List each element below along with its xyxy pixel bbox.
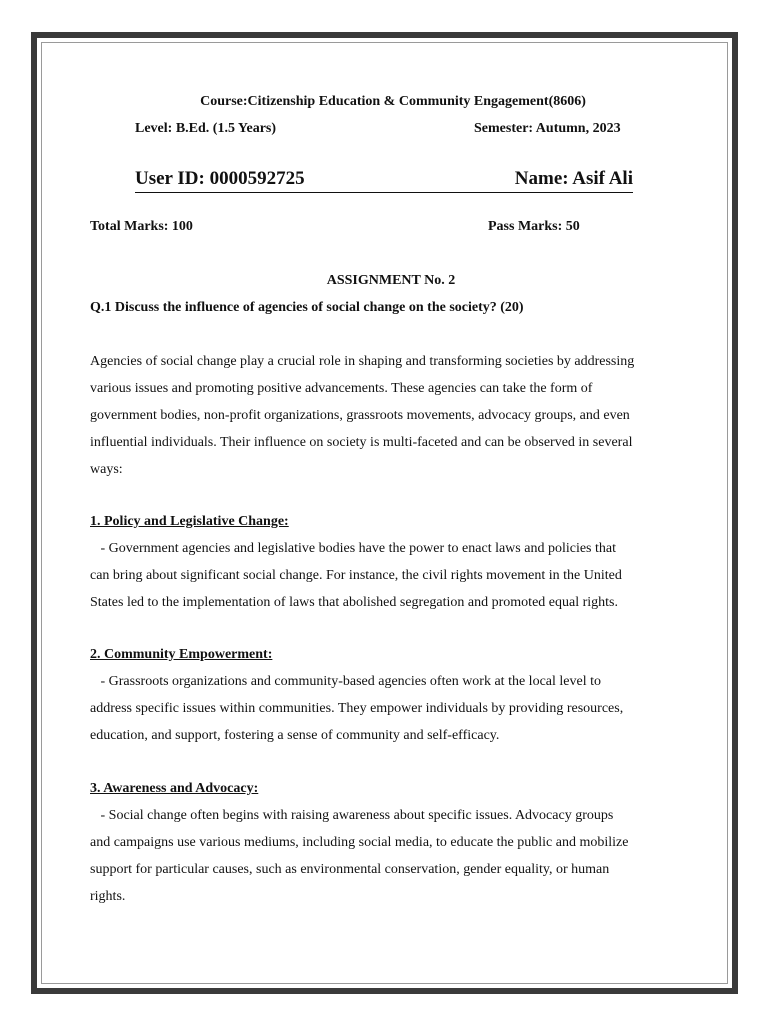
paragraph-line: various issues and promoting positive advancements. These agencies can take the form of	[90, 381, 593, 396]
level-label: Level: B.Ed. (1.5 Years)	[135, 121, 277, 136]
pass-marks: Pass Marks: 50	[488, 219, 580, 234]
paragraph-line: government bodies, non-profit organizations, grassroots movements, advocacy groups, and even	[90, 408, 630, 423]
intro-paragraph	[90, 348, 700, 483]
section-paragraph-awareness	[90, 802, 700, 910]
paragraph-line: can bring about significant social change. For instance, the civil rights movement in the United	[90, 568, 622, 583]
paragraph-line: education, and support, fostering a sense of community and self-efficacy.	[90, 728, 500, 743]
paragraph-line: - Grassroots organizations and community-based agencies often work at the local level to	[90, 674, 601, 689]
paragraph-line: address specific issues within communities. They empower individuals by providing resources,	[90, 701, 624, 716]
assignment-title: ASSIGNMENT No. 2	[326, 273, 456, 288]
student-name: Name: Asif Ali	[514, 168, 633, 189]
paragraph-line: rights.	[90, 889, 126, 904]
section-heading-awareness: 3. Awareness and Advocacy:	[90, 781, 259, 796]
paragraph-line: and campaigns use various mediums, including social media, to educate the public and mobilize	[90, 835, 629, 850]
paragraph-line: influential individuals. Their influence on society is multi-faceted and can be observed in several	[90, 435, 633, 450]
paragraph-line: - Government agencies and legislative bodies have the power to enact laws and policies that	[90, 541, 616, 556]
course-title: Course:Citizenship Education & Community Engagement(8606)	[200, 94, 586, 109]
section-paragraph-community	[90, 668, 700, 749]
section-paragraph-policy	[90, 535, 700, 616]
paragraph-line: - Social change often begins with raising awareness about specific issues. Advocacy groups	[90, 808, 614, 823]
section-heading-policy: 1. Policy and Legislative Change:	[90, 514, 289, 529]
user-id: User ID: 0000592725	[135, 168, 305, 189]
question-text: Q.1 Discuss the influence of agencies of social change on the society? (20)	[90, 300, 524, 315]
total-marks: Total Marks: 100	[90, 219, 193, 234]
identity-row	[135, 168, 633, 193]
paragraph-line: ways:	[90, 462, 123, 477]
semester-label: Semester: Autumn, 2023	[474, 121, 621, 136]
paragraph-line: States led to the implementation of laws that abolished segregation and promoted equal rights.	[90, 595, 618, 610]
paragraph-line: Agencies of social change play a crucial role in shaping and transforming societies by addressing	[90, 354, 635, 369]
section-heading-community: 2. Community Empowerment:	[90, 647, 273, 662]
paragraph-line: support for particular causes, such as environmental conservation, gender equality, or human	[90, 862, 610, 877]
